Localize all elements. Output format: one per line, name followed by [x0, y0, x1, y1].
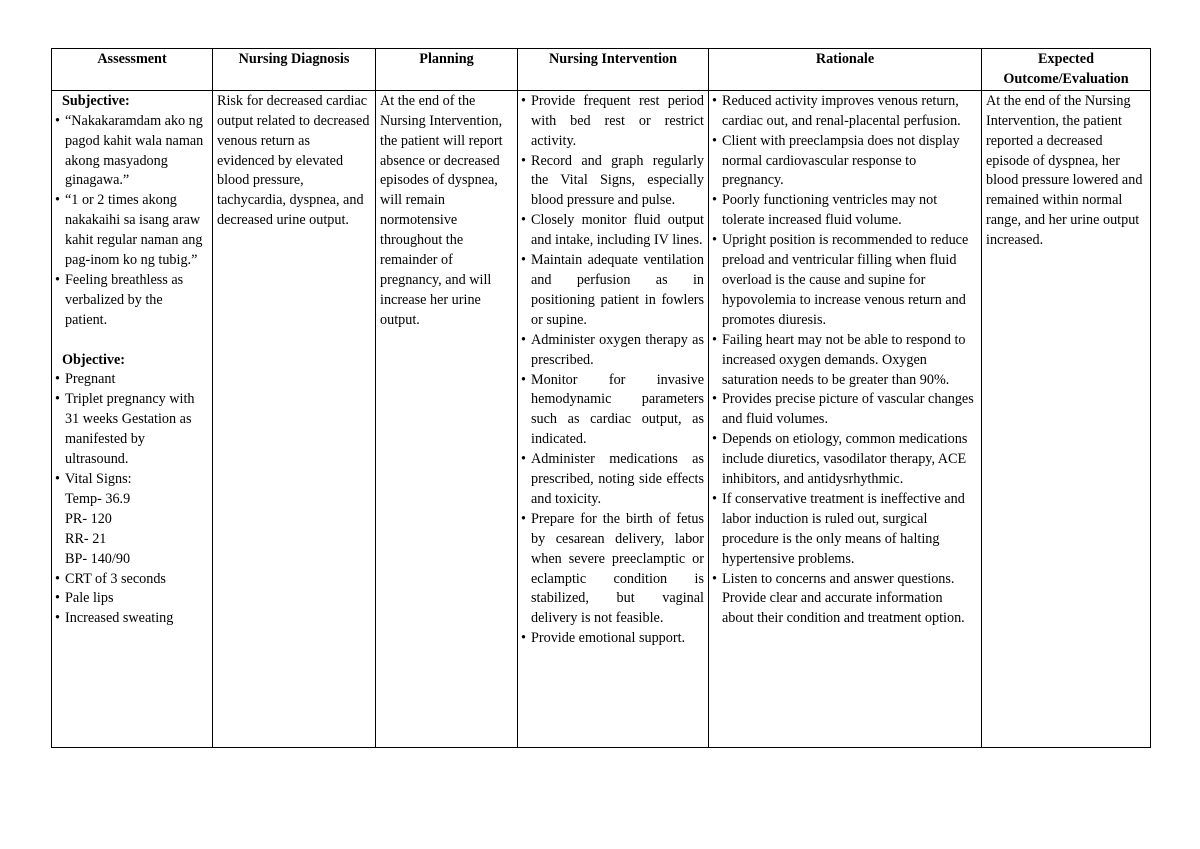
header-rationale: Rationale: [709, 49, 982, 91]
intervention-list: [522, 92, 704, 649]
objective-item: • Triplet pregnancy with 31 weeks Gestation as manifested by ultrasound.: [56, 390, 208, 470]
objective-list-continued: [56, 570, 208, 630]
content-row: [52, 90, 1151, 747]
subjective-item: • “Nakakaramdam ako ng pagod kahit wala naman akong masyadong ginagawa.”: [56, 112, 208, 192]
rationale-cell: [709, 90, 982, 747]
intervention-item: • Administer medications as prescribed, noting side effects and toxicity.: [522, 450, 704, 510]
rationale-item: • If conservative treatment is ineffective and labor induction is ruled out, surgical procedure is the only means of halting hypertensive problems.: [713, 490, 977, 570]
rationale-item: • Failing heart may not be able to respond to increased oxygen demands. Oxygen saturation needs to be greater than 90%.: [713, 331, 977, 391]
objective-item: • Increased sweating: [56, 609, 208, 629]
assessment-cell: [52, 90, 213, 747]
nursing-intervention-cell: [518, 90, 709, 747]
header-nursing-intervention: Nursing Intervention: [518, 49, 709, 91]
vital-sign-temp: Temp- 36.9: [65, 490, 131, 507]
objective-item: • Pregnant: [56, 370, 208, 390]
vital-sign-pr: PR- 120: [65, 510, 112, 527]
header-nursing-diagnosis: Nursing Diagnosis: [213, 49, 376, 91]
objective-item: • Pale lips: [56, 589, 208, 609]
diagnosis-text: Risk for decreased cardiac output related to decreased venous return as evidenced by elevated blood pressure, tachycardia, dyspnea, and decreased urine output.: [217, 92, 370, 229]
subjective-item: • “1 or 2 times akong nakakaihi sa isang araw kahit regular naman ang pag-inom ko ng tubig.”: [56, 191, 208, 271]
expected-outcome-cell: [982, 90, 1151, 747]
header-expected-outcome: Expected Outcome/Evaluation: [982, 49, 1151, 91]
header-assessment: Assessment: [52, 49, 213, 91]
evaluation-text: At the end of the Nursing Intervention, the patient reported a decreased episode of dyspnea, her blood pressure lowered and remained within normal range, and her urine output increased.: [986, 92, 1143, 249]
intervention-item: • Record and graph regularly the Vital Signs, especially blood pressure and pulse.: [522, 152, 704, 212]
vital-sign-rr: RR- 21: [65, 530, 107, 547]
section-spacer: [56, 331, 208, 351]
header-planning: Planning: [376, 49, 518, 91]
rationale-list: [713, 92, 977, 629]
rationale-item: • Provides precise picture of vascular changes and fluid volumes.: [713, 390, 977, 430]
rationale-item: • Poorly functioning ventricles may not tolerate increased fluid volume.: [713, 191, 977, 231]
subjective-list: [56, 112, 208, 331]
subjective-item: • Feeling breathless as verbalized by the patient.: [56, 271, 208, 331]
objective-item: • CRT of 3 seconds: [56, 570, 208, 590]
nursing-care-plan-table: [51, 48, 1151, 748]
intervention-item: • Monitor for invasive hemodynamic parameters such as cardiac output, as indicated.: [522, 371, 704, 451]
intervention-item: • Maintain adequate ventilation and perfusion as in positioning patient in fowlers or supine.: [522, 251, 704, 331]
rationale-item: • Depends on etiology, common medications include diuretics, vasodilator therapy, ACE inhibitors, and antidysrhythmic.: [713, 430, 977, 490]
planning-cell: [376, 90, 518, 747]
intervention-item: • Provide frequent rest period with bed rest or restrict activity.: [522, 92, 704, 152]
rationale-item: • Upright position is recommended to reduce preload and ventricular filling when fluid overload is the cause and supine for hypovolemia to increase venous return and promotes diuresis.: [713, 231, 977, 331]
objective-list: [56, 370, 208, 489]
rationale-item: • Client with preeclampsia does not display normal cardiovascular response to pregnancy.: [713, 132, 977, 192]
rationale-item: • Listen to concerns and answer questions. Provide clear and accurate information about their condition and treatment option.: [713, 570, 977, 630]
vital-sign-bp: BP- 140/90: [65, 550, 131, 567]
planning-text: At the end of the Nursing Intervention, the patient will report absence or decreased episodes of dyspnea, will remain normotensive throughout the remainder of pregnancy, and will increase her urine output.: [380, 92, 503, 328]
intervention-item: • Administer oxygen therapy as prescribed.: [522, 331, 704, 371]
intervention-item: • Closely monitor fluid output and intake, including IV lines.: [522, 211, 704, 251]
intervention-item: • Prepare for the birth of fetus by cesarean delivery, labor when severe preeclamptic or eclamptic condition is stabilized, but vaginal delivery is not feasible.: [522, 510, 704, 629]
rationale-item: • Reduced activity improves venous return, cardiac out, and renal-placental perfusion.: [713, 92, 977, 132]
intervention-item: • Provide emotional support.: [522, 629, 704, 649]
subjective-label: Subjective:: [62, 92, 130, 109]
objective-label: Objective:: [62, 351, 126, 368]
objective-item: • Vital Signs:: [56, 470, 208, 490]
nursing-diagnosis-cell: [213, 90, 376, 747]
header-row: [52, 49, 1151, 91]
